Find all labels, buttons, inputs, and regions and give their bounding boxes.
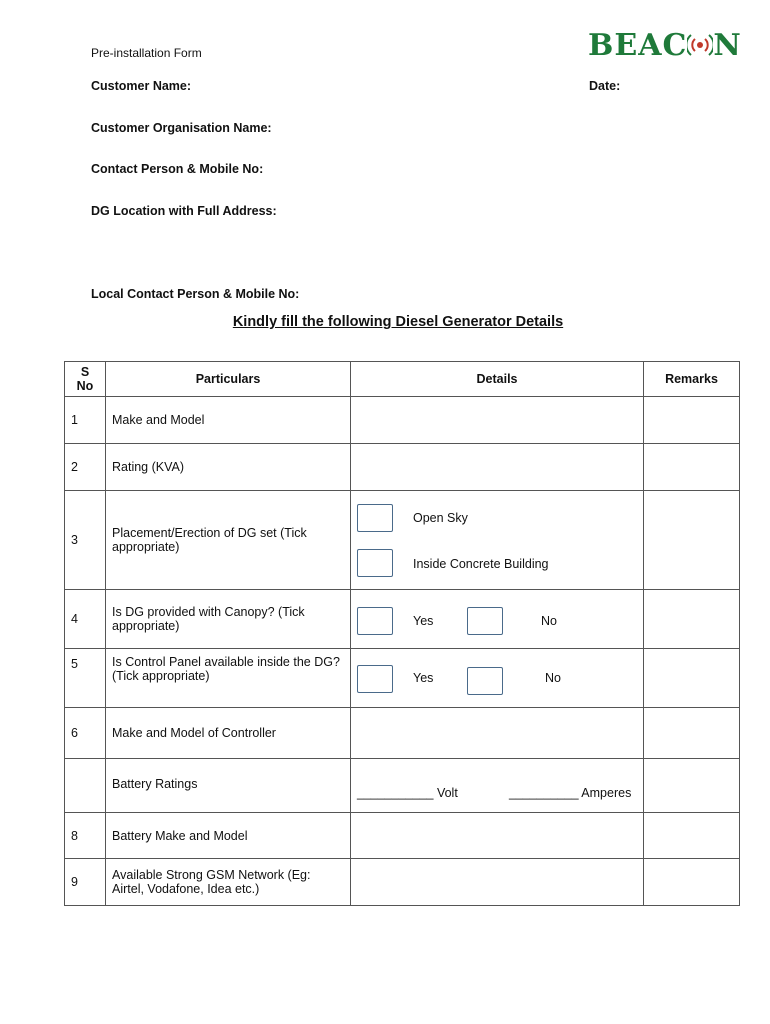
logo-text-left: BEAC [588, 27, 688, 63]
canopy-options-cell [351, 590, 644, 649]
details-input-cell[interactable] [351, 813, 644, 859]
row-particular: Make and Model [106, 397, 351, 444]
row-particular: Is DG provided with Canopy? (Tick appropriate) [106, 590, 351, 649]
battery-ratings-cell[interactable] [351, 759, 644, 813]
table-row [65, 813, 740, 859]
contact-person-label: Contact Person & Mobile No: [91, 162, 264, 176]
row-sno [65, 759, 106, 813]
details-input-cell[interactable] [351, 444, 644, 491]
control-panel-no-checkbox[interactable] [467, 667, 503, 695]
row-particular: Placement/Erection of DG set (Tick appropriate) [106, 491, 351, 590]
concrete-building-label: Inside Concrete Building [413, 557, 549, 571]
row-particular: Make and Model of Controller [106, 708, 351, 759]
details-input-cell[interactable] [351, 397, 644, 444]
amperes-blank: __________ Amperes [509, 786, 632, 800]
volt-blank: ___________ Volt [357, 786, 458, 800]
row-sno: 8 [65, 813, 106, 859]
open-sky-label: Open Sky [413, 511, 468, 525]
row-sno: 2 [65, 444, 106, 491]
row-particular: Is Control Panel available inside the DG? (Tick appropriate) [106, 649, 351, 708]
dg-location-label: DG Location with Full Address: [91, 204, 277, 218]
remarks-input-cell[interactable] [644, 759, 740, 813]
form-title: Pre-installation Form [91, 46, 202, 60]
remarks-input-cell[interactable] [644, 649, 740, 708]
date-label: Date: [589, 79, 621, 93]
beacon-logo [588, 25, 742, 65]
header-details: Details [351, 362, 644, 397]
details-input-cell[interactable] [351, 859, 644, 906]
row-sno: 3 [65, 491, 106, 590]
row-sno: 5 [65, 649, 106, 708]
remarks-input-cell[interactable] [644, 590, 740, 649]
organisation-label: Customer Organisation Name: [91, 121, 272, 135]
table-row [65, 708, 740, 759]
table-row [65, 859, 740, 906]
header-sno: S No [65, 362, 106, 397]
header-remarks: Remarks [644, 362, 740, 397]
remarks-input-cell[interactable] [644, 491, 740, 590]
remarks-input-cell[interactable] [644, 444, 740, 491]
canopy-no-label: No [541, 614, 557, 628]
canopy-no-checkbox[interactable] [467, 607, 503, 635]
table-header-row [65, 362, 740, 397]
row-particular: Available Strong GSM Network (Eg: Airtel, Vodafone, Idea etc.) [106, 859, 351, 906]
logo-text-right: N [713, 27, 742, 63]
dg-details-table [64, 361, 740, 906]
open-sky-checkbox[interactable] [357, 504, 393, 532]
table-row [65, 590, 740, 649]
row-sno: 6 [65, 708, 106, 759]
remarks-input-cell[interactable] [644, 813, 740, 859]
concrete-building-checkbox[interactable] [357, 549, 393, 577]
table-row [65, 444, 740, 491]
header-particulars: Particulars [106, 362, 351, 397]
control-panel-options-cell [351, 649, 644, 708]
control-panel-yes-checkbox[interactable] [357, 665, 393, 693]
customer-name-label: Customer Name: [91, 79, 192, 93]
row-particular: Rating (KVA) [106, 444, 351, 491]
table-row [65, 649, 740, 708]
row-particular: Battery Make and Model [106, 813, 351, 859]
row-sno: 4 [65, 590, 106, 649]
remarks-input-cell[interactable] [644, 859, 740, 906]
row-sno: 1 [65, 397, 106, 444]
local-contact-label: Local Contact Person & Mobile No: [91, 287, 300, 301]
canopy-yes-label: Yes [413, 614, 434, 628]
details-input-cell[interactable] [351, 708, 644, 759]
canopy-yes-checkbox[interactable] [357, 607, 393, 635]
control-panel-no-label: No [545, 671, 561, 685]
remarks-input-cell[interactable] [644, 397, 740, 444]
table-row [65, 759, 740, 813]
control-panel-yes-label: Yes [413, 671, 434, 685]
section-heading: Kindly fill the following Diesel Generator Details [232, 314, 564, 330]
table-row [65, 491, 740, 590]
table-row [65, 397, 740, 444]
placement-options-cell [351, 491, 644, 590]
row-particular: Battery Ratings [106, 759, 351, 813]
signal-icon [687, 30, 713, 60]
row-sno: 9 [65, 859, 106, 906]
remarks-input-cell[interactable] [644, 708, 740, 759]
